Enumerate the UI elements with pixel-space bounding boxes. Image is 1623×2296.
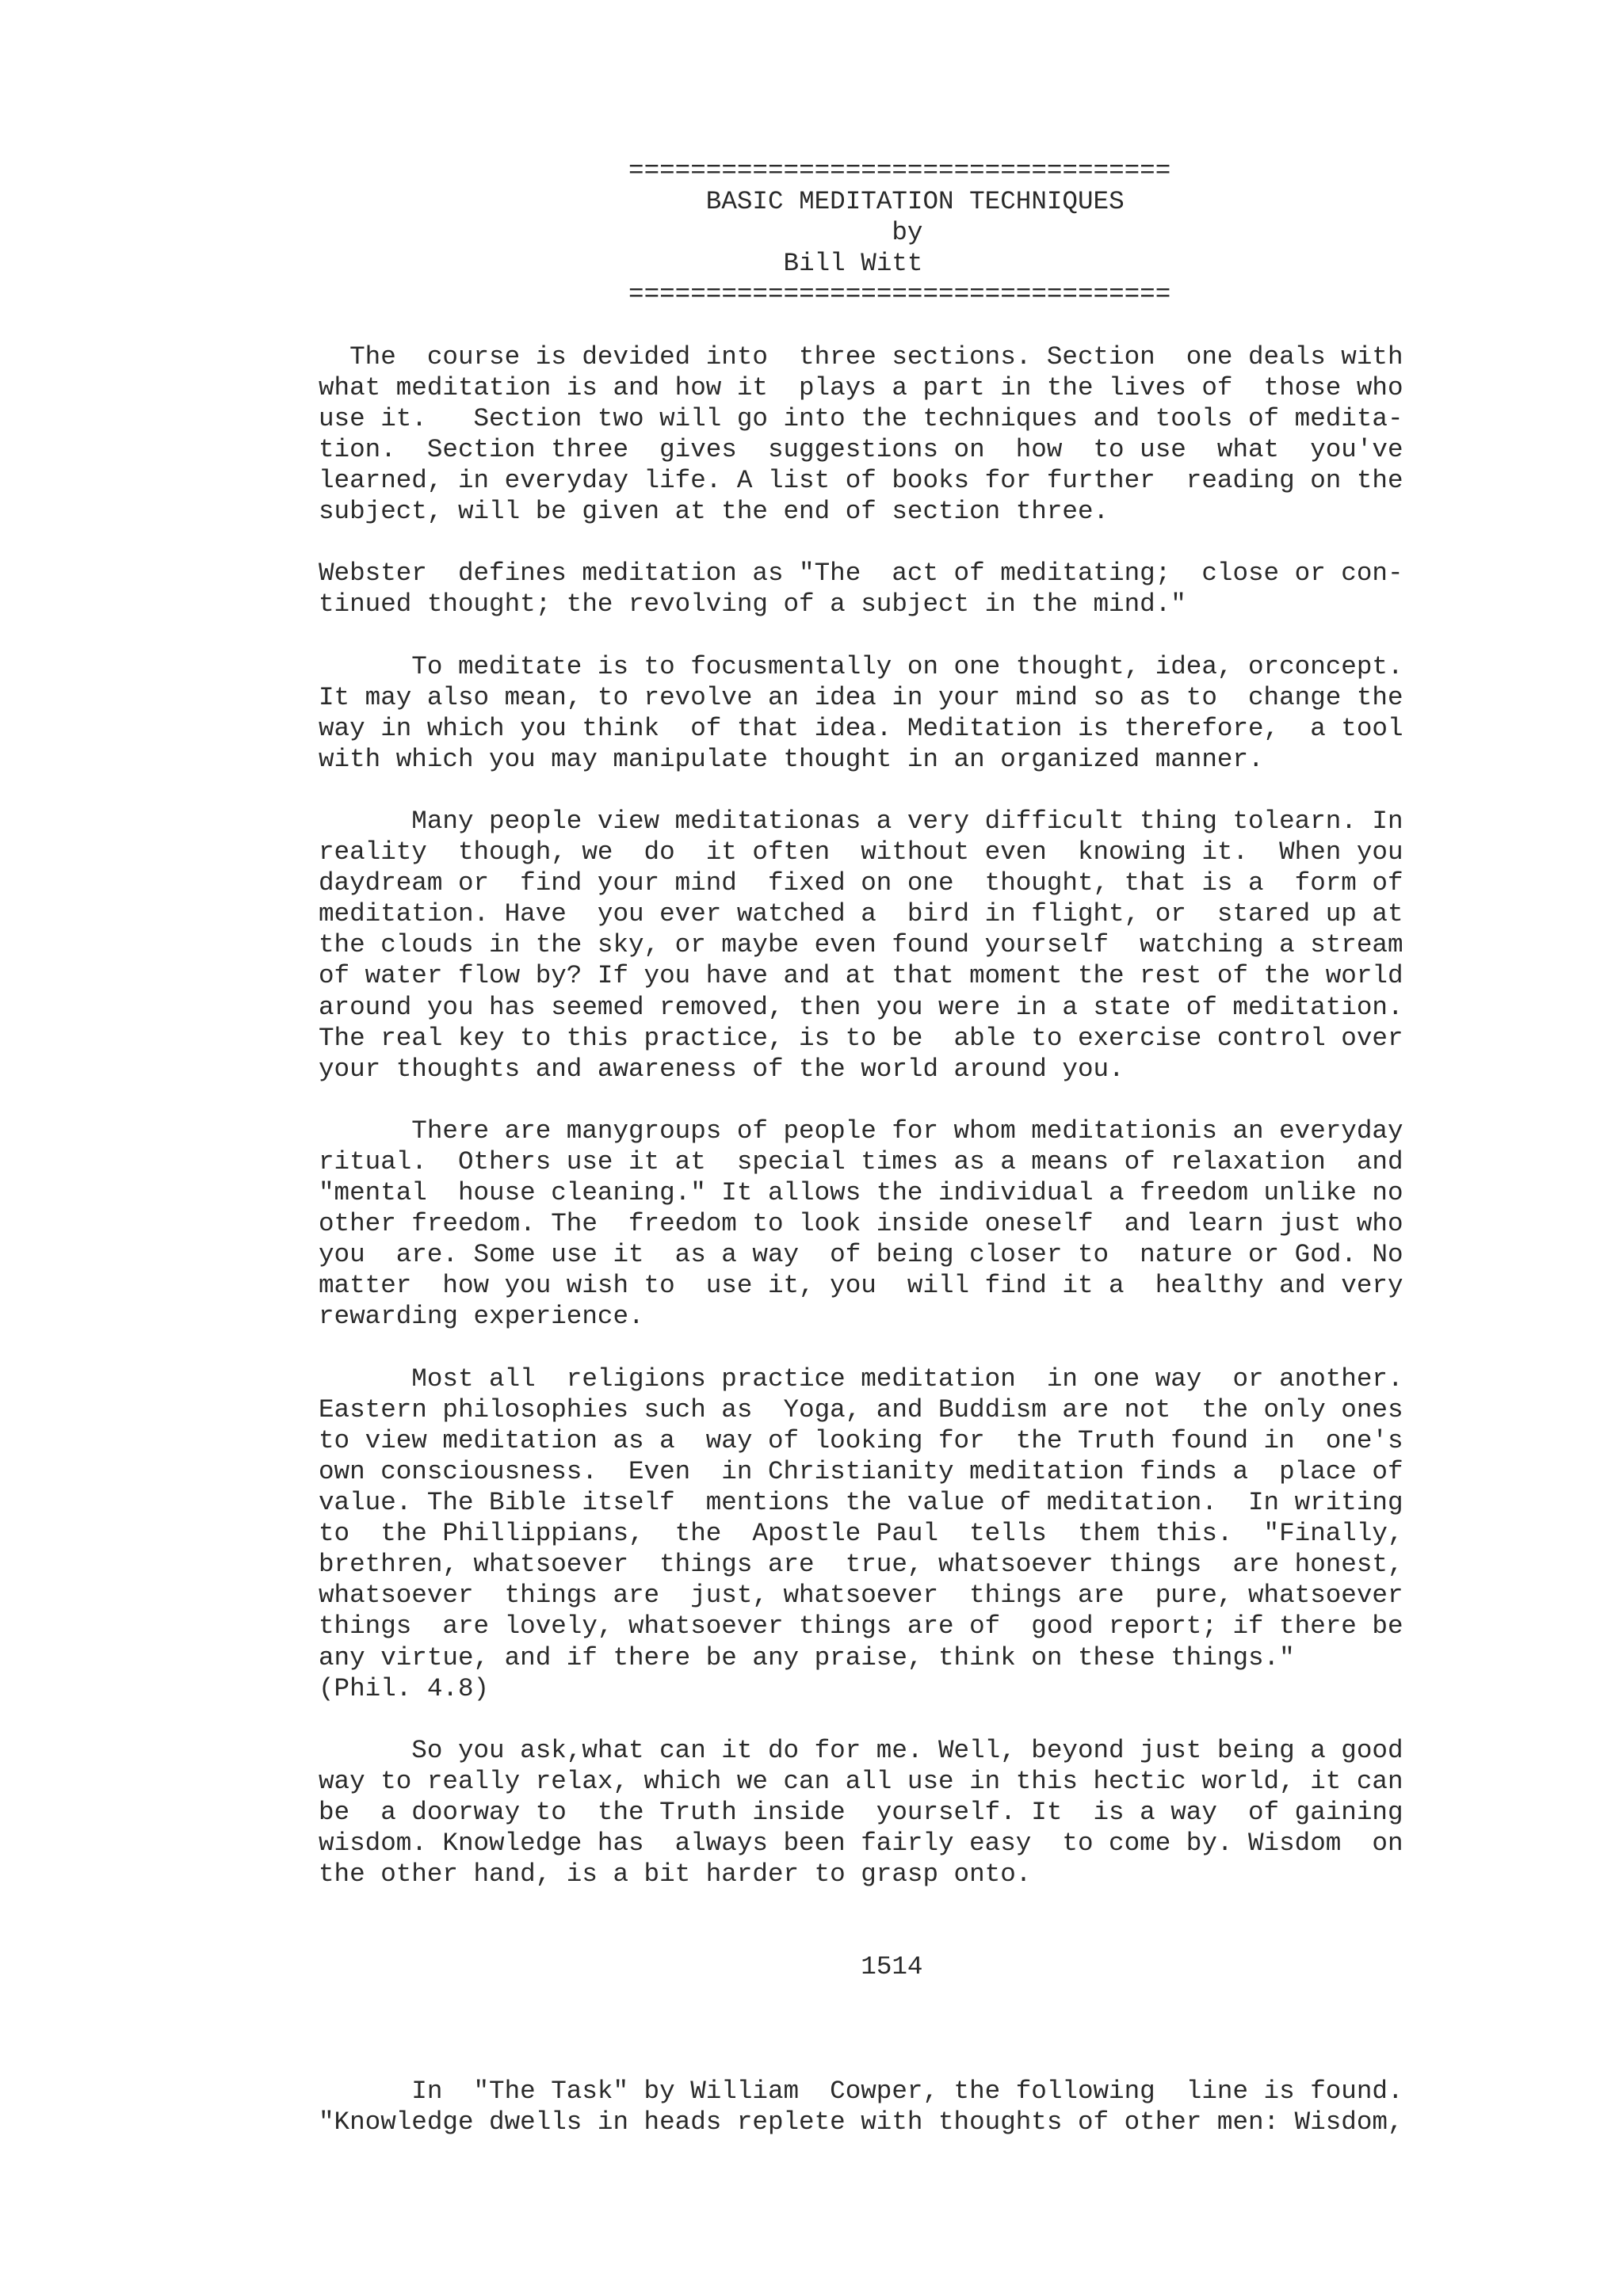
text-line: The course is devided into three sections. Section one deals with <box>319 341 1403 372</box>
text-line: things are lovely, whatsoever things are of good report; if there be <box>319 1611 1403 1642</box>
header-rule-top: =================================== <box>628 156 1171 185</box>
text-line: what meditation is and how it plays a part in the lives of those who <box>319 372 1403 402</box>
body-text <box>319 341 1476 1890</box>
text-line: you are. Some use it as a way of being closer to nature or God. No <box>319 1240 1403 1270</box>
text-line: learned, in everyday life. A list of books for further reading on the <box>319 465 1403 495</box>
text-line: subject, will be given at the end of section three. <box>319 497 1109 527</box>
text-line: There are manygroups of people for whom meditationis an everyday <box>319 1116 1403 1146</box>
text-line: of water flow by? If you have and at that moment the rest of the world <box>319 961 1403 991</box>
next-page-text <box>319 2076 1476 2138</box>
text-line: way in which you think of that idea. Meditation is therefore, a tool <box>319 713 1403 743</box>
paragraph <box>319 1735 1476 1890</box>
text-line: other freedom. The freedom to look inside oneself and learn just who <box>319 1209 1403 1239</box>
text-line: To meditate is to focusmentally on one thought, idea, orconcept. <box>319 651 1403 681</box>
text-line: any virtue, and if there be any praise, think on these things." <box>319 1642 1295 1672</box>
text-line: "mental house cleaning." It allows the individual a freedom unlike no <box>319 1178 1403 1208</box>
text-line: value. The Bible itself mentions the value of meditation. In writing <box>319 1488 1403 1518</box>
text-line: (Phil. 4.8) <box>319 1673 490 1703</box>
paragraph <box>319 651 1476 775</box>
text-line: Many people view meditationas a very difficult thing tolearn. In <box>319 806 1403 836</box>
paragraph <box>319 1363 1476 1704</box>
text-line: to view meditation as a way of looking for the Truth found in one's <box>319 1425 1403 1455</box>
text-line: own consciousness. Even in Christianity meditation finds a place of <box>319 1456 1403 1486</box>
text-line: way to really relax, which we can all use in this hectic world, it can <box>319 1766 1403 1796</box>
byline: by <box>892 218 923 248</box>
text-line: around you has seemed removed, then you were in a state of meditation. <box>319 992 1403 1022</box>
text-line: tinued thought; the revolving of a subject in the mind." <box>319 589 1186 620</box>
page-number: 1514 <box>861 1952 923 1982</box>
text-line: use it. Section two will go into the techniques and tools of medita- <box>319 403 1403 433</box>
text-line: In "The Task" by William Cowper, the following line is found. <box>319 2076 1403 2106</box>
text-line: matter how you wish to use it, you will find it a healthy and very <box>319 1271 1403 1301</box>
text-line: rewarding experience. <box>319 1302 644 1332</box>
header-rule-bottom: =================================== <box>628 280 1171 310</box>
text-line: to the Phillippians, the Apostle Paul tells them this. "Finally, <box>319 1519 1403 1549</box>
paragraph <box>319 558 1476 620</box>
document-title: BASIC MEDITATION TECHNIQUES <box>705 187 1125 217</box>
text-line: your thoughts and awareness of the world around you. <box>319 1054 1125 1084</box>
text-line: Most all religions practice meditation in one way or another. <box>319 1363 1403 1394</box>
text-line: ritual. Others use it at special times as a means of relaxation and <box>319 1147 1403 1177</box>
text-line: meditation. Have you ever watched a bird in flight, or stared up at <box>319 899 1403 929</box>
paragraph <box>319 341 1476 528</box>
document-page <box>319 155 1476 2138</box>
text-line: The real key to this practice, is to be able to exercise control over <box>319 1023 1403 1053</box>
text-line: the other hand, is a bit harder to grasp onto. <box>319 1859 1032 1890</box>
text-line: wisdom. Knowledge has always been fairly easy to come by. Wisdom on <box>319 1829 1403 1859</box>
text-line: brethren, whatsoever things are true, whatsoever things are honest, <box>319 1550 1403 1580</box>
text-line: Eastern philosophies such as Yoga, and Buddism are not the only ones <box>319 1394 1403 1425</box>
text-line: whatsoever things are just, whatsoever things are pure, whatsoever <box>319 1581 1403 1611</box>
text-line: with which you may manipulate thought in an organized manner. <box>319 744 1264 774</box>
author-name: Bill Witt <box>783 249 923 279</box>
text-line: the clouds in the sky, or maybe even found yourself watching a stream <box>319 930 1403 960</box>
paragraph <box>319 1116 1476 1333</box>
text-line: be a doorway to the Truth inside yourself. It is a way of gaining <box>319 1797 1403 1827</box>
text-line: "Knowledge dwells in heads replete with thoughts of other men: Wisdom, <box>319 2107 1403 2137</box>
text-line: So you ask,what can it do for me. Well, beyond just being a good <box>319 1735 1403 1765</box>
paragraph <box>319 806 1476 1085</box>
text-line: reality though, we do it often without even knowing it. When you <box>319 837 1403 868</box>
text-line: daydream or find your mind fixed on one thought, that is a form of <box>319 868 1403 898</box>
text-line: Webster defines meditation as "The act of meditating; close or con- <box>319 559 1403 589</box>
text-line: tion. Section three gives suggestions on how to use what you've <box>319 434 1403 464</box>
text-line: It may also mean, to revolve an idea in your mind so as to change the <box>319 682 1403 712</box>
